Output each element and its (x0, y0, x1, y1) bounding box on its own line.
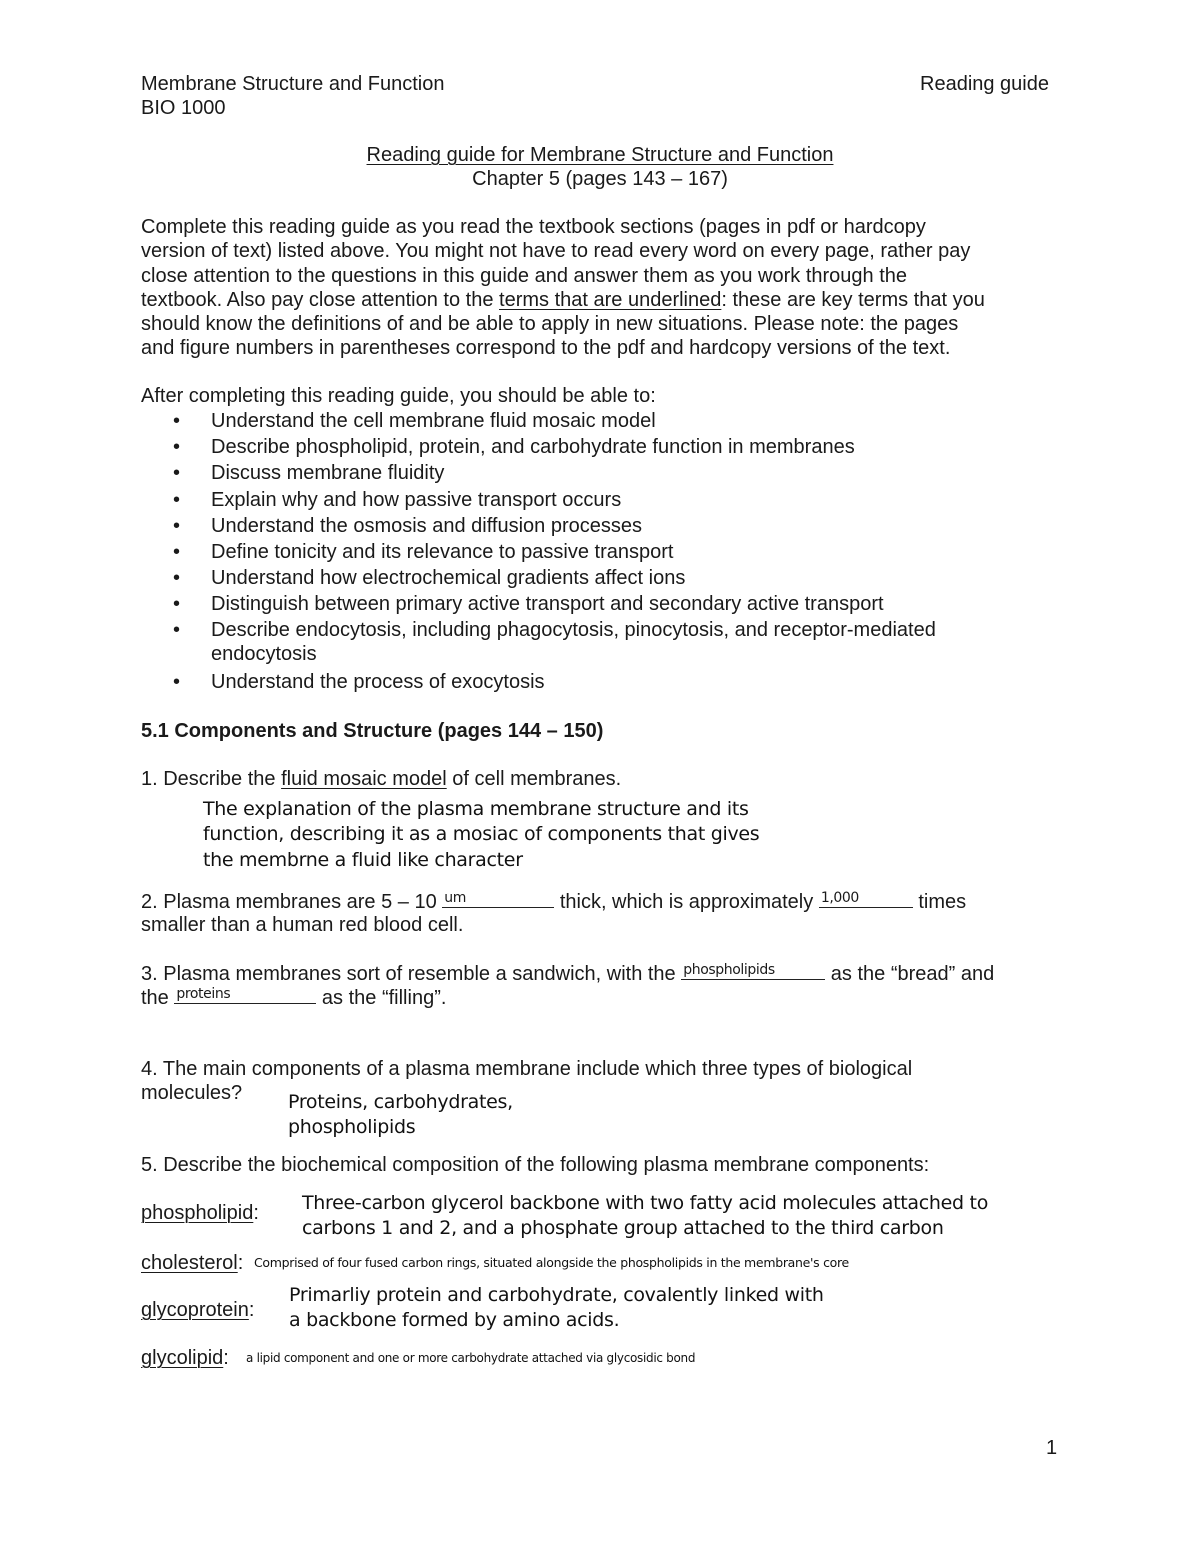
question-text: 3. Plasma membranes sort of resemble a sandwich, with the (141, 963, 682, 985)
question-text: thick, which is approximately (554, 891, 819, 913)
question-1 (141, 767, 621, 791)
course-code: BIO 1000 (141, 97, 226, 119)
list-item-text: Describe phospholipid, protein, and carbohydrate function in membranes (211, 436, 855, 459)
answer-line: The explanation of the plasma membrane structure and its (203, 798, 749, 820)
list-item-text: Distinguish between primary active transport and secondary active transport (211, 593, 884, 616)
bullet-icon: • (173, 567, 181, 590)
answer-blank[interactable] (442, 889, 554, 908)
answer-line: Three-carbon glycerol backbone with two fatty acid molecules attached to (302, 1192, 989, 1214)
question-2-line2: smaller than a human red blood cell. (141, 914, 464, 936)
list-item-text: Understand how electrochemical gradients affect ions (211, 567, 686, 590)
chapter-subtitle: Chapter 5 (pages 143 – 167) (472, 168, 728, 190)
list-item (140, 618, 1060, 666)
list-item-text: Describe endocytosis, including phagocytosis, pinocytosis, and receptor-mediated (211, 618, 936, 641)
key-terms-underlined: terms that are underlined (499, 288, 722, 311)
intro-line: close attention to the questions in this guide and answer them as you work through the (141, 264, 908, 287)
list-item (140, 513, 1060, 539)
list-item-text: Explain why and how passive transport occurs (211, 488, 622, 511)
intro-line (141, 288, 1081, 312)
bullet-icon: • (173, 593, 181, 616)
page-title: Reading guide for Membrane Structure and Function (366, 144, 834, 166)
answer-line: carbons 1 and 2, and a phosphate group attached to the third carbon (302, 1217, 944, 1239)
list-item (140, 539, 1060, 565)
answer-line: phospholipids (288, 1116, 416, 1138)
bullet-icon: • (173, 488, 181, 511)
bullet-icon: • (173, 436, 181, 459)
bullet-icon: • (173, 541, 181, 564)
list-item (140, 565, 1060, 591)
question-4-line2: molecules? (141, 1082, 243, 1104)
bullet-icon: • (173, 514, 181, 537)
blank-answer: proteins (176, 986, 231, 1002)
list-item-text: Understand the process of exocytosis (211, 670, 545, 693)
list-item-text: endocytosis (211, 642, 317, 665)
intro-line: version of text) listed above. You might not have to read every word on every page, rather pay (141, 240, 971, 263)
intro-text: textbook. Also pay close attention to the (141, 288, 500, 311)
question-text: times (912, 891, 967, 913)
bullet-icon: • (173, 462, 181, 485)
list-item (140, 591, 1060, 617)
list-item-text: Define tonicity and its relevance to passive transport (211, 541, 674, 564)
intro-line: and figure numbers in parentheses correspond to the pdf and hardcopy versions of the text. (141, 337, 951, 360)
term-cholesterol (141, 1251, 243, 1275)
question-4: 4. The main components of a plasma membrane include which three types of biological (141, 1058, 913, 1080)
key-term: phospholipid (141, 1202, 254, 1224)
answer-line: a backbone formed by amino acids. (289, 1309, 620, 1331)
answer-blank[interactable] (819, 889, 913, 908)
answer-blank[interactable] (681, 961, 825, 980)
list-item (140, 434, 1060, 460)
answer-blank[interactable] (174, 985, 316, 1004)
key-term: glycolipid (141, 1347, 224, 1369)
list-item-text: Discuss membrane fluidity (211, 462, 445, 485)
term-colon: : (237, 1252, 244, 1274)
list-item (140, 487, 1060, 513)
question-3-line2 (141, 985, 446, 1010)
question-text: as the “filling”. (316, 987, 447, 1009)
answer-line: function, describing it as a mosiac of components that gives (203, 823, 760, 845)
list-item (140, 408, 1060, 434)
blank-answer: 1,000 (820, 890, 859, 906)
question-3 (141, 961, 994, 986)
term-colon: : (248, 1299, 255, 1321)
question-2 (141, 889, 966, 914)
term-phospholipid (141, 1201, 259, 1225)
question-5: 5. Describe the biochemical composition of the following plasma membrane components: (141, 1154, 930, 1176)
list-item-text: Understand the cell membrane fluid mosaic model (211, 410, 656, 432)
key-term: cholesterol (141, 1252, 238, 1274)
question-text: 1. Describe the (141, 768, 282, 790)
answer-line: Proteins, carbohydrates, (288, 1091, 513, 1113)
intro-line: Complete this reading guide as you read the textbook sections (pages in pdf or hardcopy (141, 216, 926, 238)
question-text: 2. Plasma membranes are 5 – 10 (141, 891, 443, 913)
bullet-icon: • (173, 618, 181, 641)
list-item (140, 460, 1060, 486)
term-glycolipid (141, 1346, 229, 1370)
page-number: 1 (1046, 1437, 1058, 1459)
question-text: of cell membranes. (446, 768, 622, 790)
bullet-icon: • (173, 410, 181, 432)
answer-line: Primarliy protein and carbohydrate, covalently linked with (289, 1284, 824, 1306)
list-item (140, 669, 1060, 695)
term-glycoprotein (141, 1298, 254, 1322)
objectives-lead: After completing this reading guide, you should be able to: (141, 385, 656, 407)
question-text: the (141, 987, 175, 1009)
answer-line: Comprised of four fused carbon rings, situated alongside the phospholipids in the membrane's core (254, 1255, 849, 1270)
bullet-icon: • (173, 670, 181, 693)
intro-line: should know the definitions of and be able to apply in new situations. Please note: the pages (141, 313, 959, 336)
key-term: glycoprotein (141, 1299, 249, 1321)
header-title: Membrane Structure and Function (141, 73, 445, 95)
answer-line: a lipid component and one or more carbohydrate attached via glycosidic bond (246, 1351, 696, 1365)
term-colon: : (223, 1347, 229, 1369)
term-colon: : (253, 1202, 259, 1224)
intro-paragraph (141, 215, 1081, 361)
blank-answer: um (444, 890, 466, 906)
intro-text: : these are key terms that you (721, 288, 985, 311)
question-text: as the “bread” and (825, 963, 995, 985)
objectives-list (140, 408, 1060, 695)
section-heading: 5.1 Components and Structure (pages 144 – 150) (141, 720, 604, 742)
blank-answer: phospholipids (683, 962, 775, 978)
answer-line: the membrne a fluid like character (203, 849, 523, 871)
list-item-text: Understand the osmosis and diffusion processes (211, 514, 642, 537)
key-term: fluid mosaic model (281, 768, 447, 790)
header-right-title: Reading guide (920, 73, 1049, 95)
